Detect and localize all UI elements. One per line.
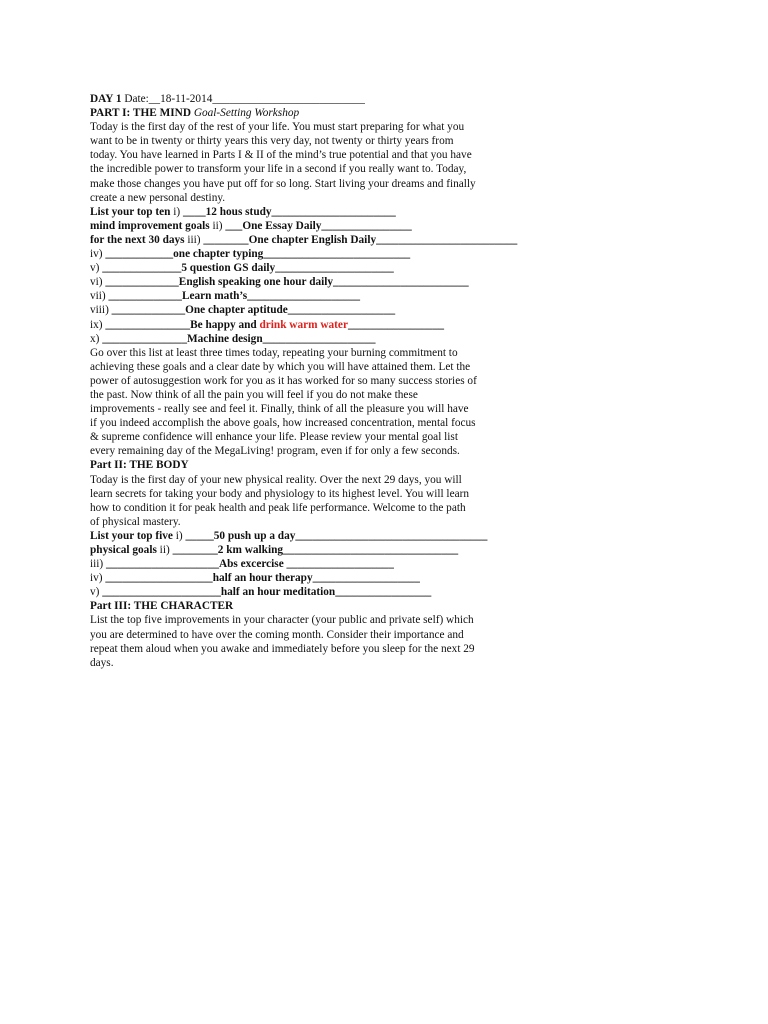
text-line: the past. Now think of all the pain you will feel if you do not make these [90,388,418,401]
goal-number: vii) [90,290,109,303]
goal-text: ______________5 question GS daily_____________________ [102,262,394,275]
text-line: how to condition it for peak health and peak life performance. Welcome to the path [90,501,466,514]
text-line: today. You have learned in Parts I & II of the mind’s true potential and that you have [90,149,472,162]
goal-number: i) [170,205,184,218]
goal-text: ___One Essay Daily________________ [225,219,412,232]
goal-text: _______________Machine design____________________ [102,332,376,345]
goal-text: ____________one chapter typing__________________________ [105,248,411,261]
goal-number: v) [90,586,103,599]
mind-goal-10 [90,332,550,346]
body-goal-2 [90,543,550,557]
goal-lead: physical goals [90,544,157,556]
document-page [90,92,550,670]
mind-goal-3 [90,233,550,247]
goal-number: ii) [156,544,173,556]
text-line: improvements - really see and feel it. Finally, think of all the pleasure you will have [90,403,469,416]
body-goals-list [90,529,550,599]
text-line: create a new personal destiny. [90,191,226,204]
goal-number: iii) [90,558,107,571]
text-line: Go over this list at least three times today, repeating your burning commitment to [90,346,458,359]
goal-text: ________One chapter English Daily_________________________ [203,233,518,246]
goal-number: i) [172,529,186,542]
part3-title: Part III: THE CHARACTER [90,600,234,613]
text-line: repeat them aloud when you awake and immediately before you sleep for the next 29 [90,642,475,655]
mind-goal-4 [90,247,550,261]
text-line: achieving these goals and a clear date by which you will have attained them. Let the [90,360,471,373]
goal-lead: List your top five [90,529,173,542]
text-line: days. [90,656,114,669]
goal-lead: mind improvement goals [90,219,210,232]
mind-goal-1 [90,205,550,219]
goal-number: viii) [90,304,112,317]
goal-text: ____________________Abs excercise ___________________ [106,558,394,571]
text-line: of physical mastery. [90,515,181,528]
goal-text: _____________________half an hour meditation_________________ [102,586,432,599]
goal-text: ___________________half an hour therapy___________________ [105,572,420,585]
body-goal-3 [90,557,550,571]
goal-lead: for the next 30 days [90,233,185,246]
day-header [90,92,550,106]
text-line: every remaining day of the MegaLiving! program, even if for only a few seconds. [90,445,460,458]
date-field: Date:__18-11-2014___________________________ [121,93,365,105]
goal-text: _______________Be happy and [105,318,260,331]
part3-intro [90,613,550,669]
body-goal-5 [90,585,550,599]
part1-subtitle: Goal-Setting Workshop [193,107,300,120]
text-line: make those changes you have put off for so long. Start living your dreams and finally [90,177,476,190]
mind-goal-7 [90,289,550,303]
goal-number: ii) [209,219,226,232]
part1-intro [90,120,550,205]
part2-intro [90,473,550,529]
day-label: DAY 1 [90,93,122,105]
mind-goals-list [90,205,550,346]
text-line: if you indeed accomplish the above goals, how increased concentration, mental focus [90,417,476,430]
text-line: the incredible power to transform your life in a second if you really want to. Today, [90,163,467,176]
goal-number: ix) [90,318,106,331]
goal-number: x) [90,332,103,345]
goal-highlight-text: drink warm water [259,318,348,331]
goal-text: ____12 hous study______________________ [183,205,396,218]
text-line: you are determined to have over the coming month. Consider their importance and [90,628,464,641]
mind-goal-5 [90,261,550,275]
part1-outro [90,346,550,459]
text-line: Today is the first day of your new physical reality. Over the next 29 days, you will [90,473,462,486]
goal-number: iv) [90,248,106,261]
part1-title: PART I: THE MIND [90,107,191,120]
goal-number: vi) [90,276,106,289]
goal-number: iv) [90,572,106,585]
goal-text: _____________English speaking one hour daily________________________ [105,276,469,289]
goal-text: _____________Learn math’s____________________ [108,290,361,303]
mind-goal-6 [90,275,550,289]
text-line: learn secrets for taking your body and physiology to its highest level. You will learn [90,487,470,500]
goal-text: _____________One chapter aptitude___________________ [111,304,396,317]
mind-goal-9 [90,318,550,332]
mind-goal-8 [90,303,550,317]
part2-title: Part II: THE BODY [90,459,189,472]
text-line: & supreme confidence will enhance your life. Please review your mental goal list [90,431,458,444]
mind-goal-2 [90,219,550,233]
goal-text-tail: _________________ [347,318,444,331]
text-line: List the top five improvements in your character (your public and private self) which [90,614,474,627]
goal-lead: List your top ten [90,205,171,218]
body-goal-4 [90,571,550,585]
goal-number: v) [90,262,103,275]
part1-heading [90,106,550,120]
text-line: power of autosuggestion work for you as it has worked for so many success stories of [90,374,477,387]
goal-number: iii) [184,233,204,246]
text-line: want to be in twenty or thirty years this very day, not twenty or thirty years from [90,135,454,148]
goal-text: ________2 km walking_______________________________ [172,544,459,556]
goal-text: _____50 push up a day__________________________________ [185,529,488,542]
text-line: Today is the first day of the rest of your life. You must start preparing for what you [90,121,465,134]
body-goal-1 [90,529,550,543]
